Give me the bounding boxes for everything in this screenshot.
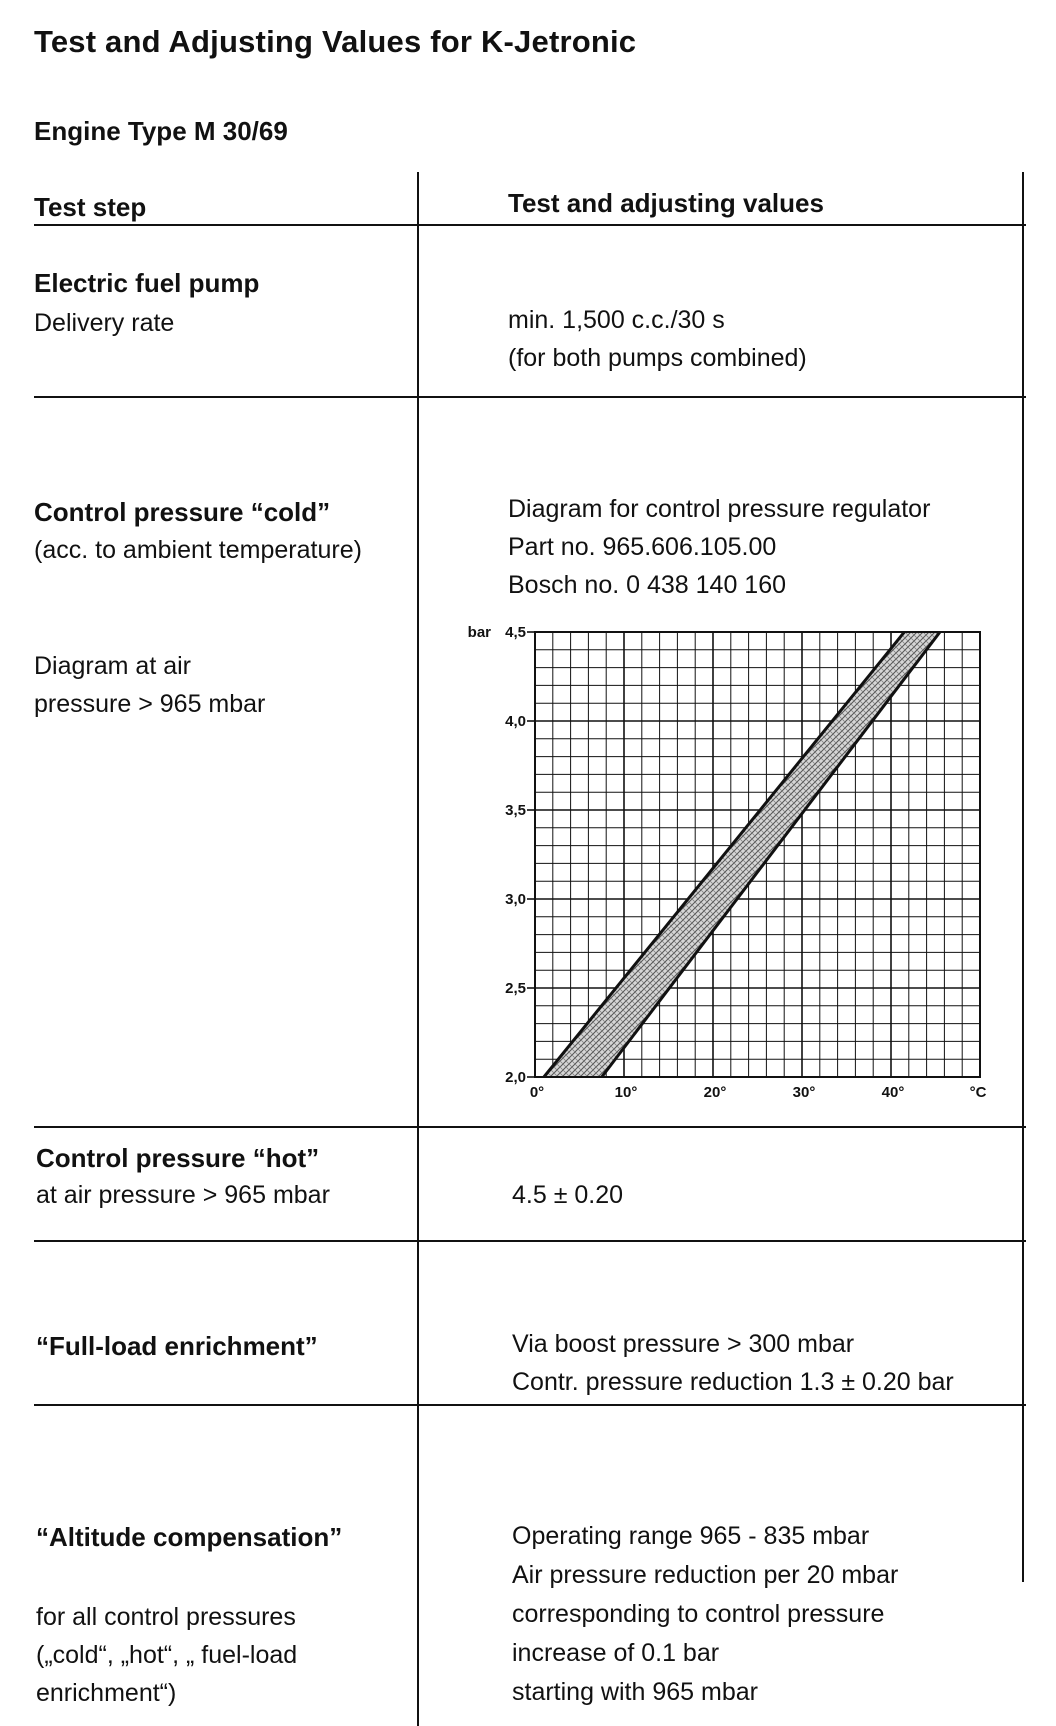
altitude-left-1: („cold“, „hot“, „ fuel-load — [36, 1641, 298, 1669]
y-tick-label: 3,5 — [505, 802, 526, 819]
row-rule-3 — [34, 1240, 1026, 1242]
hot-left-0: at air pressure > 965 mbar — [36, 1181, 330, 1209]
full-load-heading: “Full-load enrichment” — [36, 1331, 318, 1361]
column-header-test-step: Test step — [34, 192, 147, 222]
x-tick-label: 0° — [529, 1084, 545, 1101]
fuel-pump-heading: Electric fuel pump — [34, 268, 260, 298]
column-divider — [417, 172, 419, 1726]
hot-value-0: 4.5 ± 0.20 — [512, 1181, 624, 1209]
cold-value-2: Bosch no. 0 438 140 160 — [508, 571, 787, 599]
header-rule — [34, 224, 1026, 226]
altitude-value-2: corresponding to control pressure — [512, 1600, 885, 1628]
cold-value-0: Diagram for control pressure regulator — [508, 495, 931, 523]
y-tick-label: 4,0 — [505, 713, 526, 730]
altitude-left-2: enrichment“) — [36, 1679, 177, 1707]
fuel-pump-value-0: min. 1,500 c.c./30 s — [508, 306, 725, 334]
altitude-value-4: starting with 965 mbar — [512, 1678, 758, 1706]
pressure-band — [544, 632, 940, 1077]
band-lower-line — [602, 632, 940, 1077]
x-tick-label: 30° — [792, 1084, 816, 1101]
cold-value-1: Part no. 965.606.105.00 — [508, 533, 777, 561]
x-tick-label: 40° — [881, 1084, 905, 1101]
altitude-value-0: Operating range 965 - 835 mbar — [512, 1522, 870, 1550]
altitude-left-0: for all control pressures — [36, 1603, 296, 1631]
engine-type: Engine Type M 30/69 — [34, 116, 288, 146]
band-upper-line — [544, 632, 904, 1077]
fuel-pump-left-0: Delivery rate — [34, 309, 175, 337]
cold-left2-1: pressure > 965 mbar — [34, 690, 266, 718]
hot-heading: Control pressure “hot” — [36, 1143, 320, 1173]
x-unit-label: °C — [969, 1084, 987, 1101]
altitude-heading: “Altitude compensation” — [36, 1522, 343, 1552]
altitude-value-1: Air pressure reduction per 20 mbar — [512, 1561, 899, 1589]
y-unit-label: bar — [467, 624, 491, 641]
right-border — [1022, 172, 1024, 1582]
fuel-pump-value-1: (for both pumps combined) — [508, 344, 807, 372]
cold-left-0: (acc. to ambient temperature) — [34, 536, 362, 564]
cold-left2-0: Diagram at air — [34, 652, 191, 680]
cold-heading: Control pressure “cold” — [34, 497, 331, 527]
column-header-values: Test and adjusting values — [508, 188, 824, 218]
altitude-value-3: increase of 0.1 bar — [512, 1639, 720, 1667]
y-tick-label: 3,0 — [505, 891, 526, 908]
row-rule-4 — [34, 1404, 1026, 1406]
control-pressure-diagram — [455, 620, 1000, 1120]
y-tick-label: 2,0 — [505, 1069, 526, 1086]
page-title: Test and Adjusting Values for K-Jetronic — [34, 24, 637, 59]
y-tick-label: 2,5 — [505, 980, 526, 997]
full-load-value-1: Contr. pressure reduction 1.3 ± 0.20 bar — [512, 1368, 954, 1396]
row-rule-2 — [34, 1126, 1026, 1128]
x-tick-label: 10° — [614, 1084, 638, 1101]
y-tick-label: 4,5 — [505, 624, 526, 641]
x-tick-label: 20° — [703, 1084, 727, 1101]
row-rule-1 — [34, 396, 1026, 398]
full-load-value-0: Via boost pressure > 300 mbar — [512, 1330, 855, 1358]
